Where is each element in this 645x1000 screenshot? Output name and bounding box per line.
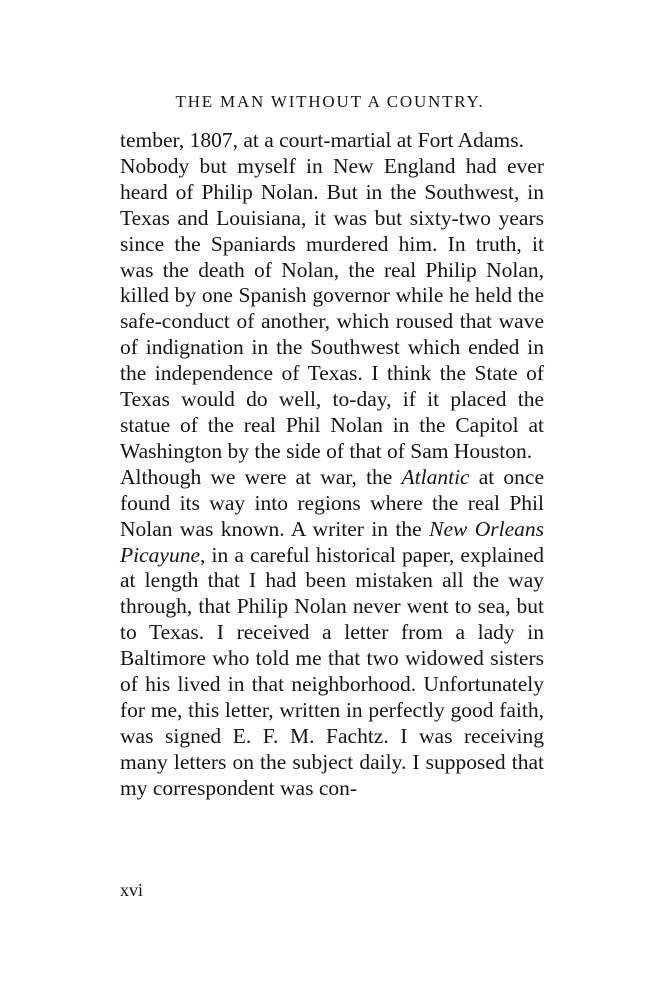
text-run: , in a careful historical paper, explained at length that I had been mistaken all the way through, that Philip Nolan never went to sea, but to Texas. I received a letter from a lady in Baltimore who told me that two widowed sisters of his lived in that neighborhood. Unfortunately for me, this letter, written in perfectly good faith, was signed E. F. M. Fachtz. I was receiving many letters on the subject daily. I supposed that my correspondent was con- [120, 542, 544, 800]
body-text [120, 128, 544, 802]
text-run: Although we were at war, the [120, 464, 402, 489]
italic-title: Atlantic [401, 464, 470, 489]
running-header: THE MAN WITHOUT A COUNTRY. [175, 92, 485, 111]
text-run: tember, 1807, at a court-martial at Fort Adams. [120, 128, 524, 152]
text-run: Nobody but myself in New England had ever heard of Philip Nolan. But in the Southwest, in Texas and Louisiana, it was but sixty-two years since the Spaniards murdered him. In truth, it was the death of Nolan, the real Philip Nolan, killed by one Spanish governor while he held the safe-conduct of another, which roused that wave of indignation in the Southwest which ended in the independence of Texas. I think the State of Texas would do well, to-day, if it placed the statue of the real Phil Nolan in the Capitol at Washington by the side of that of Sam Houston. [120, 153, 544, 463]
paragraph [120, 465, 544, 802]
page-number: xvi [120, 880, 144, 900]
italic-title: New Orleans Picayune [120, 516, 544, 567]
paragraph [120, 128, 544, 154]
text-run: at once found its way into regions where the real Phil Nolan was known. A writer in the [120, 464, 544, 541]
paragraph [120, 154, 544, 465]
